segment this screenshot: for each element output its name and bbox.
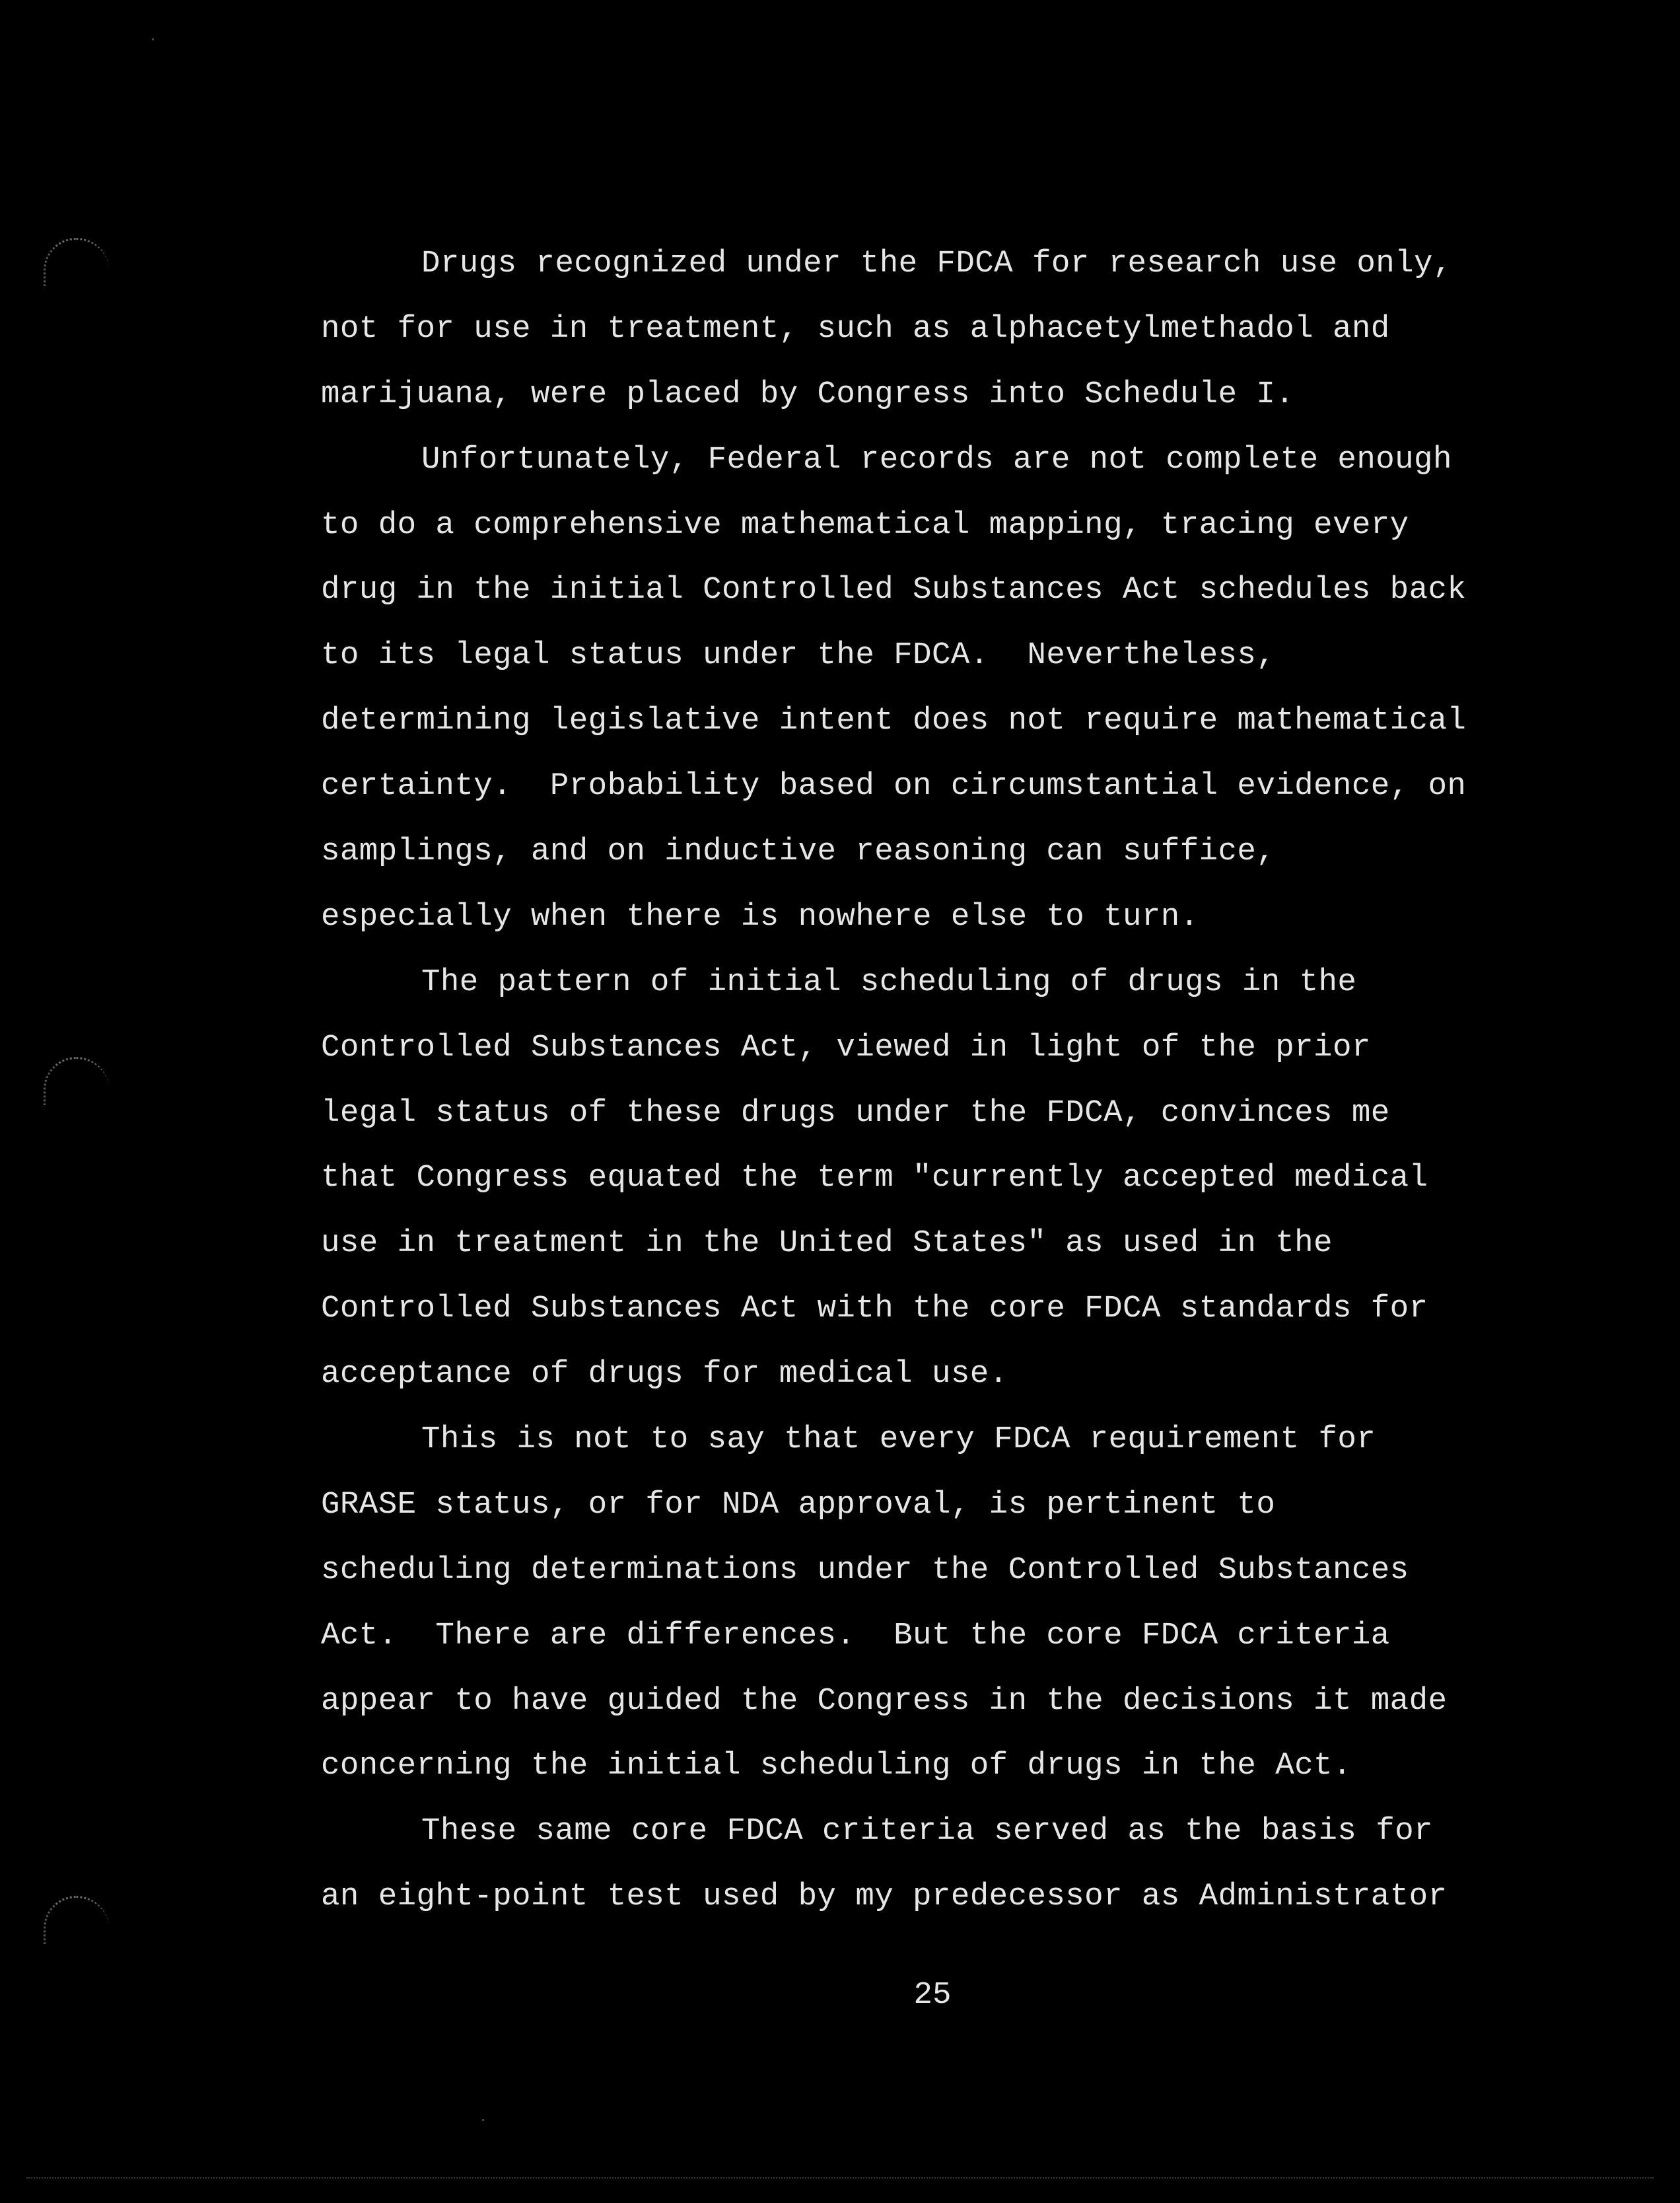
text-line: These same core FDCA criteria served as the basis for <box>421 1813 1433 1850</box>
scan-speck <box>152 38 154 40</box>
text-line: marijuana, were placed by Congress into Schedule I. <box>321 376 1295 412</box>
page-number: 25 <box>913 1977 952 2013</box>
text-line: acceptance of drugs for medical use. <box>321 1356 1008 1392</box>
text-line: This is not to say that every FDCA requirement for <box>421 1422 1376 1458</box>
text-line: samplings, and on inductive reasoning can suffice, <box>321 834 1276 870</box>
text-line: to do a comprehensive mathematical mapping, tracing every <box>321 507 1409 543</box>
text-line: use in treatment in the United States" as used in the <box>321 1225 1333 1262</box>
text-line: not for use in treatment, such as alphacetylmethadol and <box>321 310 1390 347</box>
text-line: The pattern of initial scheduling of drugs in the <box>421 964 1357 1000</box>
body-text <box>321 231 1562 1930</box>
binder-hole-top <box>44 238 109 286</box>
binder-hole-middle <box>44 1057 109 1105</box>
text-line: Controlled Substances Act, viewed in light of the prior <box>321 1029 1371 1065</box>
text-line: scheduling determinations under the Controlled Substances <box>321 1552 1409 1588</box>
text-line: appear to have guided the Congress in the decisions it made <box>321 1682 1448 1719</box>
binder-hole-bottom <box>44 1896 109 1944</box>
text-line: legal status of these drugs under the FDCA, convinces me <box>321 1095 1390 1131</box>
text-line: Drugs recognized under the FDCA for research use only, <box>421 246 1452 281</box>
text-line: Unfortunately, Federal records are not complete enough <box>421 441 1452 478</box>
text-line: drug in the initial Controlled Substances Act schedules back <box>321 572 1467 608</box>
text-line: to its legal status under the FDCA. Nevertheless, <box>321 637 1276 674</box>
text-line: an eight-point test used by my predecessor as Administrator <box>321 1879 1448 1915</box>
text-line: certainty. Probability based on circumstantial evidence, on <box>321 768 1467 805</box>
scan-speck <box>482 2119 484 2121</box>
text-line: especially when there is nowhere else to turn. <box>321 898 1199 935</box>
text-line: Controlled Substances Act with the core FDCA standards for <box>321 1291 1428 1327</box>
text-line: Act. There are differences. But the core FDCA criteria <box>321 1617 1390 1653</box>
text-line: concerning the initial scheduling of drugs in the Act. <box>321 1748 1352 1784</box>
text-line: GRASE status, or for NDA approval, is pertinent to <box>321 1486 1276 1523</box>
text-line: that Congress equated the term "currently accepted medical <box>321 1160 1428 1196</box>
scan-edge-line <box>26 2177 1654 2179</box>
text-line: determining legislative intent does not require mathematical <box>321 703 1467 739</box>
